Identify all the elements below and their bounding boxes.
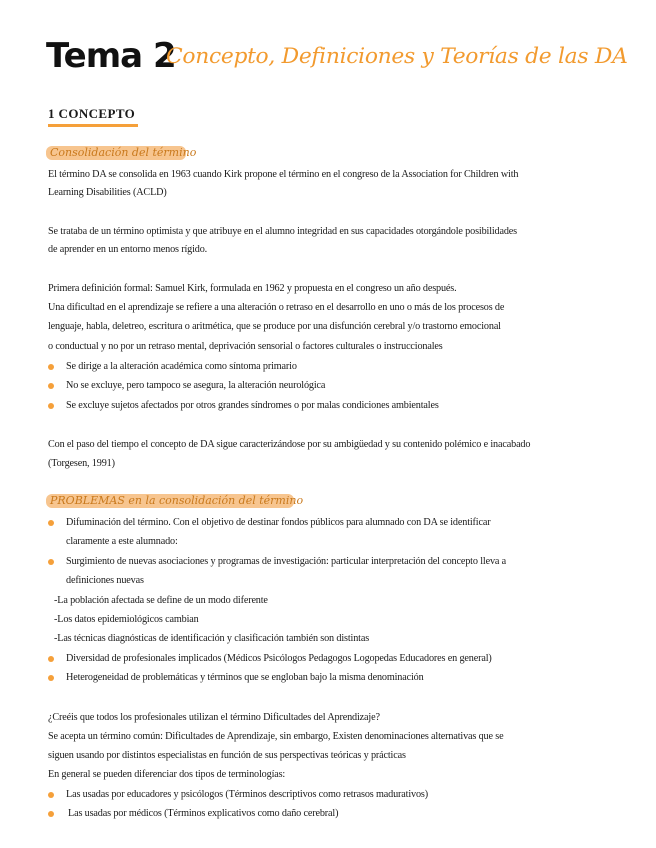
page-title: Concepto, Definiciones y Teorías de las DA bbox=[166, 44, 628, 69]
title-row bbox=[46, 36, 626, 86]
bullet-dot bbox=[48, 656, 54, 662]
bullet-dot bbox=[48, 364, 54, 370]
bullet-item-continuation: definiciones nuevas bbox=[66, 575, 144, 586]
bullet-item: No se excluye, pero tampoco se asegura, la alteración neurológica bbox=[66, 380, 326, 391]
bullet-item: Se excluye sujetos afectados por otros grandes síndromes o por malas condiciones ambientales bbox=[66, 400, 439, 411]
bullet-dot bbox=[48, 792, 54, 798]
dash-item: -Los datos epidemiológicos cambian bbox=[54, 614, 199, 625]
bullet-item: Las usadas por educadores y psicólogos (Términos descriptivos como retrasos madurativos) bbox=[66, 789, 428, 800]
paragraph-line: lenguaje, habla, deletreo, escritura o aritmética, que se produce por una disfunción cerebral y/o trastorno emocional bbox=[48, 321, 501, 332]
bullet-item: Surgimiento de nuevas asociaciones y programas de investigación: particular interpretación del concepto lleva a bbox=[66, 556, 507, 567]
paragraph-line: En general se pueden diferenciar dos tipos de terminologías: bbox=[48, 769, 286, 780]
paragraph-line: siguen usando por distintos especialistas en función de sus perspectivas teóricas y prácticas bbox=[48, 750, 406, 761]
paragraph-line: o conductual y no por un retraso mental, deprivación sensorial o factores culturales o instruccionales bbox=[48, 341, 443, 352]
paragraph-line: Learning Disabilities (ACLD) bbox=[48, 187, 167, 198]
paragraph-line: Una dificultad en el aprendizaje se refiere a una alteración o retraso en el desarrollo en uno o más de los procesos de bbox=[48, 302, 505, 313]
subheading-problemas: PROBLEMAS en la consolidación del término bbox=[50, 494, 304, 507]
bullet-item: Se dirige a la alteración académica como síntoma primario bbox=[66, 361, 297, 372]
bullet-dot bbox=[48, 403, 54, 409]
bullet-dot bbox=[48, 520, 54, 526]
paragraph-line: Primera definición formal: Samuel Kirk, formulada en 1962 y propuesta en el congreso un año después. bbox=[48, 283, 457, 294]
subheading-consolidacion: Consolidación del término bbox=[50, 146, 197, 159]
bullet-dot bbox=[48, 811, 54, 817]
paragraph-line: Con el paso del tiempo el concepto de DA sigue caracterizándose por su ambigüedad y su contenido polémico e inacabado bbox=[48, 439, 531, 450]
bullet-item: Diversidad de profesionales implicados (Médicos Psicólogos Pedagogos Logopedas Educadores en general) bbox=[66, 653, 492, 664]
paragraph-line: (Torgesen, 1991) bbox=[48, 458, 115, 469]
paragraph-line: Se acepta un término común: Dificultades de Aprendizaje, sin embargo, Existen denominaciones alternativas que se bbox=[48, 731, 504, 742]
bullet-item: Difuminación del término. Con el objetivo de destinar fondos públicos para alumnado con DA se identificar bbox=[66, 517, 491, 528]
bullet-item: Heterogeneidad de problemáticas y términos que se engloban bajo la misma denominación bbox=[66, 672, 424, 683]
paragraph-line: ¿Creéis que todos los profesionales utilizan el término Dificultades del Aprendizaje? bbox=[48, 712, 380, 723]
tema-label: Tema 2 bbox=[46, 36, 176, 76]
dash-item: -La población afectada se define de un modo diferente bbox=[54, 595, 268, 606]
bullet-dot bbox=[48, 383, 54, 389]
paragraph-line: Se trataba de un término optimista y que atribuye en el alumno integridad en sus capacidades otorgándole posibilidades bbox=[48, 226, 517, 237]
section-underline bbox=[48, 124, 138, 127]
bullet-item: Las usadas por médicos (Términos explicativos como daño cerebral) bbox=[68, 808, 339, 819]
bullet-dot bbox=[48, 675, 54, 681]
section-heading-concepto: 1 CONCEPTO bbox=[48, 106, 136, 121]
paragraph-line: El término DA se consolida en 1963 cuando Kirk propone el término en el congreso de la Association for Children with bbox=[48, 169, 519, 180]
bullet-item-continuation: claramente a este alumnado: bbox=[66, 536, 178, 547]
dash-item: -Las técnicas diagnósticas de identificación y clasificación también son distintas bbox=[54, 633, 370, 644]
bullet-dot bbox=[48, 559, 54, 565]
paragraph-line: de aprender en un entorno menos rígido. bbox=[48, 244, 208, 255]
